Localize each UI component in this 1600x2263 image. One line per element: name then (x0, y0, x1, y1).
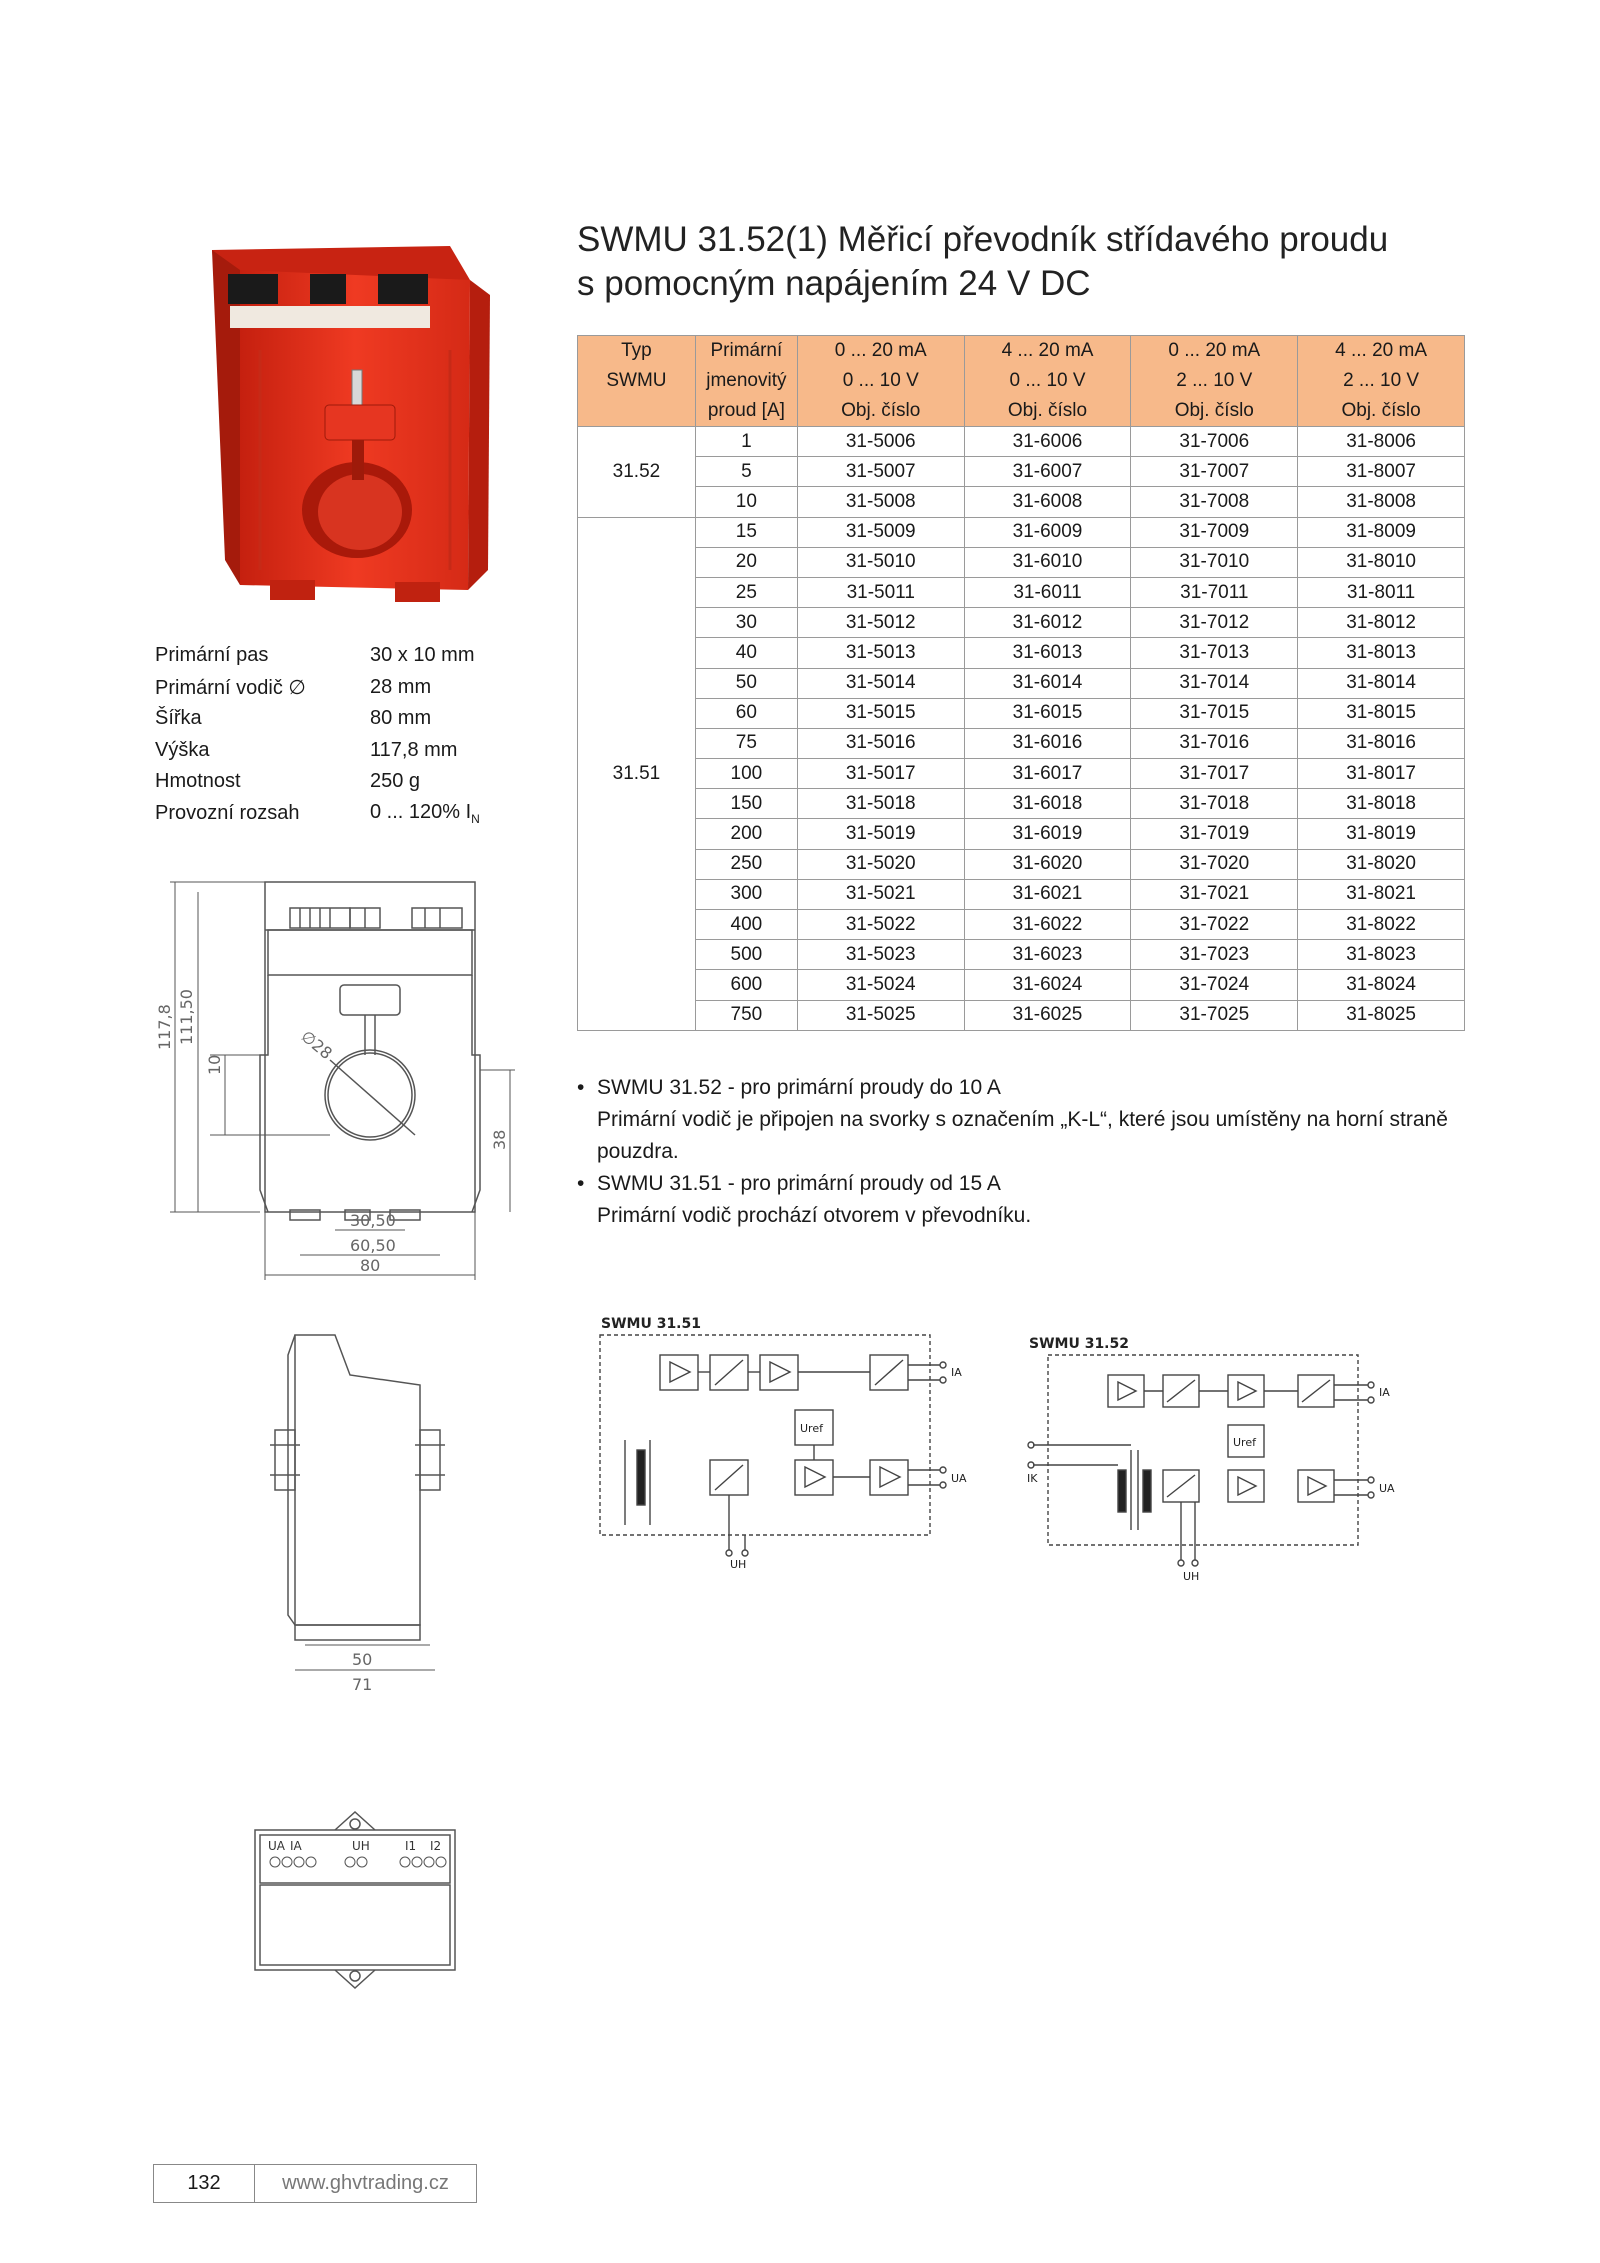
order-number-cell: 31-8008 (1298, 487, 1465, 517)
spec-value-text: 30 x 10 mm (370, 644, 475, 667)
schematic-title: SWMU 31.52 (1029, 1336, 1129, 1352)
dim-71: 71 (352, 1675, 373, 1694)
order-number-cell: 31-7023 (1131, 940, 1298, 970)
order-number-cell: 31-6008 (964, 487, 1131, 517)
order-number-cell: 31-7009 (1131, 517, 1298, 547)
header-primarni: proud [A] (695, 396, 797, 427)
note-bullet: • SWMU 31.52 - pro primární proudy do 10 A (577, 1072, 1507, 1104)
table-row (578, 638, 1465, 668)
order-number-cell: 31-7015 (1131, 698, 1298, 728)
order-number-cell: 31-6025 (964, 1000, 1131, 1030)
product-photo (200, 240, 500, 610)
order-number-cell: 31-6014 (964, 668, 1131, 698)
order-number-cell: 31-6012 (964, 608, 1131, 638)
order-number-cell: 31-8017 (1298, 759, 1465, 789)
side-dimension-drawing (260, 1325, 480, 1705)
dim-80: 80 (360, 1256, 381, 1275)
dim-38: 38 (490, 1129, 509, 1150)
order-number-cell: 31-5022 (797, 910, 964, 940)
header-output: 0 ... 20 mA (797, 336, 964, 367)
table-row (578, 728, 1465, 758)
note-text: Primární vodič je připojen na svorky s označením „K-L“, které jsou umístěny na horní straně pouzdra. (597, 1108, 1448, 1163)
order-number-cell: 31-5009 (797, 517, 964, 547)
ik-label: IK (1027, 1472, 1038, 1485)
table-row (578, 608, 1465, 638)
label-i2: I2 (430, 1839, 442, 1853)
table-row (578, 668, 1465, 698)
order-number-cell: 31-6022 (964, 910, 1131, 940)
order-number-cell: 31-7011 (1131, 577, 1298, 607)
order-number-cell: 31-5015 (797, 698, 964, 728)
header-output: 0 ... 10 V (964, 366, 1131, 396)
table-row (578, 517, 1465, 547)
table-row (578, 819, 1465, 849)
ua-label: UA (1379, 1482, 1395, 1495)
current-cell: 250 (695, 849, 797, 879)
current-cell: 1 (695, 427, 797, 457)
order-number-cell: 31-5017 (797, 759, 964, 789)
order-number-cell: 31-8015 (1298, 698, 1465, 728)
order-number-cell: 31-7017 (1131, 759, 1298, 789)
order-number-cell: 31-6023 (964, 940, 1131, 970)
dim-diameter: ∅28 (297, 1026, 336, 1064)
header-output: 0 ... 20 mA (1131, 336, 1298, 367)
current-cell: 25 (695, 577, 797, 607)
order-number-cell: 31-8007 (1298, 457, 1465, 487)
spec-value (370, 644, 535, 667)
order-number-cell: 31-7025 (1131, 1000, 1298, 1030)
order-number-cell: 31-7018 (1131, 789, 1298, 819)
current-cell: 30 (695, 608, 797, 638)
page-number: 132 (154, 2165, 255, 2202)
table-row (578, 970, 1465, 1000)
header-output: 2 ... 10 V (1131, 366, 1298, 396)
order-number-cell: 31-7014 (1131, 668, 1298, 698)
table-header-row (578, 336, 1465, 367)
order-number-cell: 31-7024 (1131, 970, 1298, 1000)
spec-value-text: 0 ... 120% I (370, 800, 472, 823)
dim-50: 50 (352, 1650, 373, 1669)
uh-label: UH (730, 1558, 747, 1570)
order-number-cell: 31-7006 (1131, 427, 1298, 457)
order-number-cell: 31-5011 (797, 577, 964, 607)
order-number-cell: 31-7013 (1131, 638, 1298, 668)
spec-value (370, 676, 535, 699)
table-row (578, 759, 1465, 789)
header-output: Obj. číslo (1131, 396, 1298, 427)
order-number-cell: 31-8023 (1298, 940, 1465, 970)
order-number-cell: 31-5019 (797, 819, 964, 849)
spec-value-sub: N (471, 811, 480, 826)
current-cell: 750 (695, 1000, 797, 1030)
header-typ: Typ (578, 336, 696, 367)
dim-111: 111,50 (177, 989, 196, 1045)
order-number-cell: 31-5007 (797, 457, 964, 487)
table-row (578, 910, 1465, 940)
order-number-cell: 31-8006 (1298, 427, 1465, 457)
label-ua: UA (268, 1839, 285, 1853)
order-number-cell: 31-8013 (1298, 638, 1465, 668)
table-header-row (578, 396, 1465, 427)
order-number-cell: 31-6011 (964, 577, 1131, 607)
header-output: Obj. číslo (1298, 396, 1465, 427)
order-number-cell: 31-8011 (1298, 577, 1465, 607)
current-cell: 600 (695, 970, 797, 1000)
current-cell: 50 (695, 668, 797, 698)
order-number-cell: 31-5014 (797, 668, 964, 698)
order-number-cell: 31-8025 (1298, 1000, 1465, 1030)
order-number-cell: 31-7019 (1131, 819, 1298, 849)
order-number-cell: 31-5021 (797, 879, 964, 909)
spec-value (370, 801, 535, 826)
order-number-cell: 31-6007 (964, 457, 1131, 487)
current-cell: 150 (695, 789, 797, 819)
top-view-drawing (240, 1800, 480, 2000)
order-number-cell: 31-6018 (964, 789, 1131, 819)
header-typ (578, 396, 696, 427)
order-number-cell: 31-5013 (797, 638, 964, 668)
order-number-cell: 31-7016 (1131, 728, 1298, 758)
spec-value-text: 28 mm (370, 675, 432, 698)
spec-row (155, 640, 535, 672)
order-number-cell: 31-8014 (1298, 668, 1465, 698)
spec-value-text: 250 g (370, 770, 421, 793)
spec-value (370, 739, 535, 762)
spec-row (155, 703, 535, 735)
order-number-cell: 31-6006 (964, 427, 1131, 457)
order-number-cell: 31-6016 (964, 728, 1131, 758)
spec-value (370, 707, 535, 730)
order-number-cell: 31-5018 (797, 789, 964, 819)
order-number-cell: 31-6024 (964, 970, 1131, 1000)
order-number-cell: 31-8022 (1298, 910, 1465, 940)
spec-row (155, 798, 535, 830)
spec-row (155, 766, 535, 798)
ua-label: UA (951, 1472, 967, 1485)
order-number-cell: 31-7008 (1131, 487, 1298, 517)
order-number-cell: 31-8016 (1298, 728, 1465, 758)
order-number-cell: 31-7022 (1131, 910, 1298, 940)
order-number-cell: 31-8019 (1298, 819, 1465, 849)
table-row (578, 577, 1465, 607)
current-cell: 200 (695, 819, 797, 849)
header-typ: SWMU (578, 366, 696, 396)
order-number-cell: 31-5024 (797, 970, 964, 1000)
table-row (578, 1000, 1465, 1030)
specs-list (155, 640, 535, 829)
website-link[interactable]: www.ghvtrading.cz (282, 2172, 449, 2194)
page-footer (153, 2164, 477, 2203)
spec-label: Výška (155, 738, 210, 761)
ia-label: IA (1379, 1386, 1390, 1399)
current-cell: 75 (695, 728, 797, 758)
order-number-cell: 31-6017 (964, 759, 1131, 789)
order-number-cell: 31-8020 (1298, 849, 1465, 879)
order-number-cell: 31-5023 (797, 940, 964, 970)
current-cell: 400 (695, 910, 797, 940)
order-number-cell: 31-6021 (964, 879, 1131, 909)
notes-list (577, 1072, 1507, 1232)
order-number-cell: 31-8010 (1298, 547, 1465, 577)
order-number-cell: 31-7020 (1131, 849, 1298, 879)
table-row (578, 547, 1465, 577)
order-number-cell: 31-5025 (797, 1000, 964, 1030)
order-number-cell: 31-7010 (1131, 547, 1298, 577)
order-number-cell: 31-6020 (964, 849, 1131, 879)
dim-10: 10 (205, 1054, 224, 1075)
spec-row (155, 672, 535, 704)
spec-label: Provozní rozsah (155, 801, 300, 824)
spec-value-text: 117,8 mm (370, 738, 458, 761)
header-output: 4 ... 20 mA (1298, 336, 1465, 367)
table-header-row (578, 366, 1465, 396)
label-uh: UH (352, 1839, 370, 1853)
uref-label: Uref (1233, 1436, 1256, 1449)
dim-117: 117,8 (155, 1004, 174, 1050)
front-dimension-drawing (150, 870, 530, 1280)
schematic-31-52 (1023, 1330, 1423, 1590)
order-number-cell: 31-5016 (797, 728, 964, 758)
current-cell: 5 (695, 457, 797, 487)
header-output: 4 ... 20 mA (964, 336, 1131, 367)
order-number-cell: 31-8024 (1298, 970, 1465, 1000)
table-row (578, 427, 1465, 457)
order-number-cell: 31-5020 (797, 849, 964, 879)
order-number-cell: 31-5012 (797, 608, 964, 638)
header-output: 0 ... 10 V (797, 366, 964, 396)
header-primarni: jmenovitý (695, 366, 797, 396)
order-number-cell: 31-5010 (797, 547, 964, 577)
order-number-cell: 31-6019 (964, 819, 1131, 849)
order-number-cell: 31-8012 (1298, 608, 1465, 638)
current-cell: 15 (695, 517, 797, 547)
header-primarni: Primární (695, 336, 797, 367)
table-row (578, 849, 1465, 879)
order-number-cell: 31-8021 (1298, 879, 1465, 909)
note-text: Primární vodič prochází otvorem v převodníku. (597, 1204, 1032, 1227)
order-number-cell: 31-7012 (1131, 608, 1298, 638)
current-cell: 60 (695, 698, 797, 728)
uref-label: Uref (800, 1422, 823, 1435)
order-number-cell: 31-7021 (1131, 879, 1298, 909)
current-cell: 40 (695, 638, 797, 668)
order-table (577, 335, 1465, 1031)
header-output: Obj. číslo (797, 396, 964, 427)
table-row (578, 487, 1465, 517)
order-number-cell: 31-5006 (797, 427, 964, 457)
current-cell: 500 (695, 940, 797, 970)
table-row (578, 879, 1465, 909)
title-line-1: SWMU 31.52(1) Měřicí převodník střídavého proudu (577, 220, 1389, 259)
spec-label: Hmotnost (155, 770, 241, 793)
uh-label: UH (1183, 1570, 1200, 1583)
current-cell: 100 (695, 759, 797, 789)
table-row (578, 940, 1465, 970)
table-row (578, 789, 1465, 819)
header-output: 2 ... 10 V (1298, 366, 1465, 396)
order-number-cell: 31-6013 (964, 638, 1131, 668)
spec-label: Primární vodič ∅ (155, 676, 306, 699)
current-cell: 300 (695, 879, 797, 909)
header-output: Obj. číslo (964, 396, 1131, 427)
dim-30: 30,50 (350, 1211, 396, 1230)
order-number-cell: 31-6015 (964, 698, 1131, 728)
page-title (577, 218, 1537, 306)
spec-value (370, 770, 535, 793)
note-bullet: • SWMU 31.51 - pro primární proudy od 15 A (577, 1168, 1507, 1200)
order-number-cell: 31-6009 (964, 517, 1131, 547)
schematic-31-51 (595, 1310, 975, 1570)
spec-row (155, 735, 535, 767)
schematic-title: SWMU 31.51 (601, 1316, 701, 1332)
label-i1: I1 (405, 1839, 417, 1853)
order-number-cell: 31-8009 (1298, 517, 1465, 547)
type-cell: 31.52 (578, 427, 696, 518)
type-cell: 31.51 (578, 517, 696, 1030)
order-number-cell: 31-5008 (797, 487, 964, 517)
current-cell: 10 (695, 487, 797, 517)
order-number-cell: 31-7007 (1131, 457, 1298, 487)
order-number-cell: 31-8018 (1298, 789, 1465, 819)
title-line-2: s pomocným napájením 24 V DC (577, 264, 1091, 303)
spec-label: Šířka (155, 707, 202, 730)
label-ia: IA (290, 1839, 302, 1853)
current-cell: 20 (695, 547, 797, 577)
table-row (578, 457, 1465, 487)
ia-label: IA (951, 1366, 962, 1379)
spec-value-text: 80 mm (370, 707, 432, 730)
spec-label: Primární pas (155, 644, 269, 667)
table-row (578, 698, 1465, 728)
dim-60: 60,50 (350, 1236, 396, 1255)
order-number-cell: 31-6010 (964, 547, 1131, 577)
